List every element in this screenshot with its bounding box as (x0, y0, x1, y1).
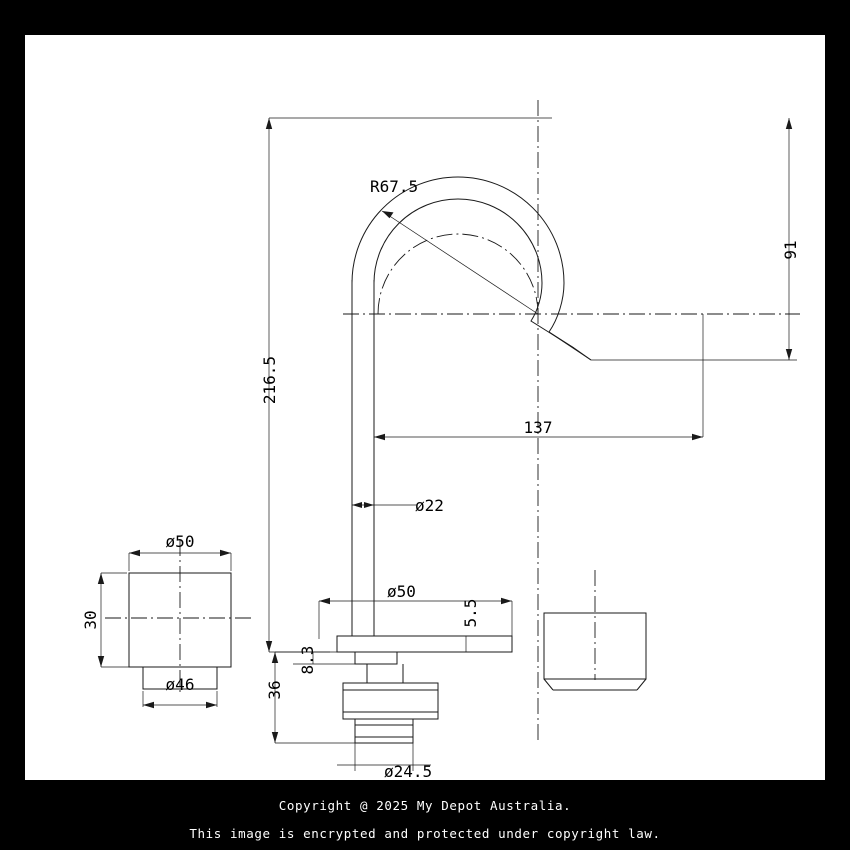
dim-base-dia: ø50 (387, 582, 416, 601)
dimension-lines (98, 118, 797, 771)
dim-handle-dia: ø50 (165, 532, 195, 551)
technical-drawing (25, 35, 825, 780)
dim-tube-dia: ø22 (415, 496, 444, 515)
dim-plate-thickness: 5.5 (461, 598, 480, 628)
dim-reach: 137 (523, 418, 553, 437)
dimension-labels (81, 177, 800, 780)
dim-collar-height: 8.3 (298, 645, 317, 675)
base-flange (337, 636, 512, 743)
dim-radius: R67.5 (370, 177, 419, 196)
encryption-notice-line: This image is encrypted and protected under copyright law. (189, 826, 661, 841)
dim-thread-dia: ø24.5 (384, 762, 433, 780)
dim-overall-height: 216.5 (260, 355, 279, 405)
spout-outline (352, 177, 591, 636)
drawing-sheet (25, 35, 825, 780)
dim-thread-length: 36 (265, 680, 284, 700)
dim-height-from-axis: 91 (781, 240, 800, 260)
dim-handle-base-dia: ø46 (165, 675, 195, 694)
copyright-line: Copyright @ 2025 My Depot Australia. (278, 798, 572, 813)
dim-handle-height: 30 (81, 610, 100, 630)
axis-lines (105, 100, 800, 740)
